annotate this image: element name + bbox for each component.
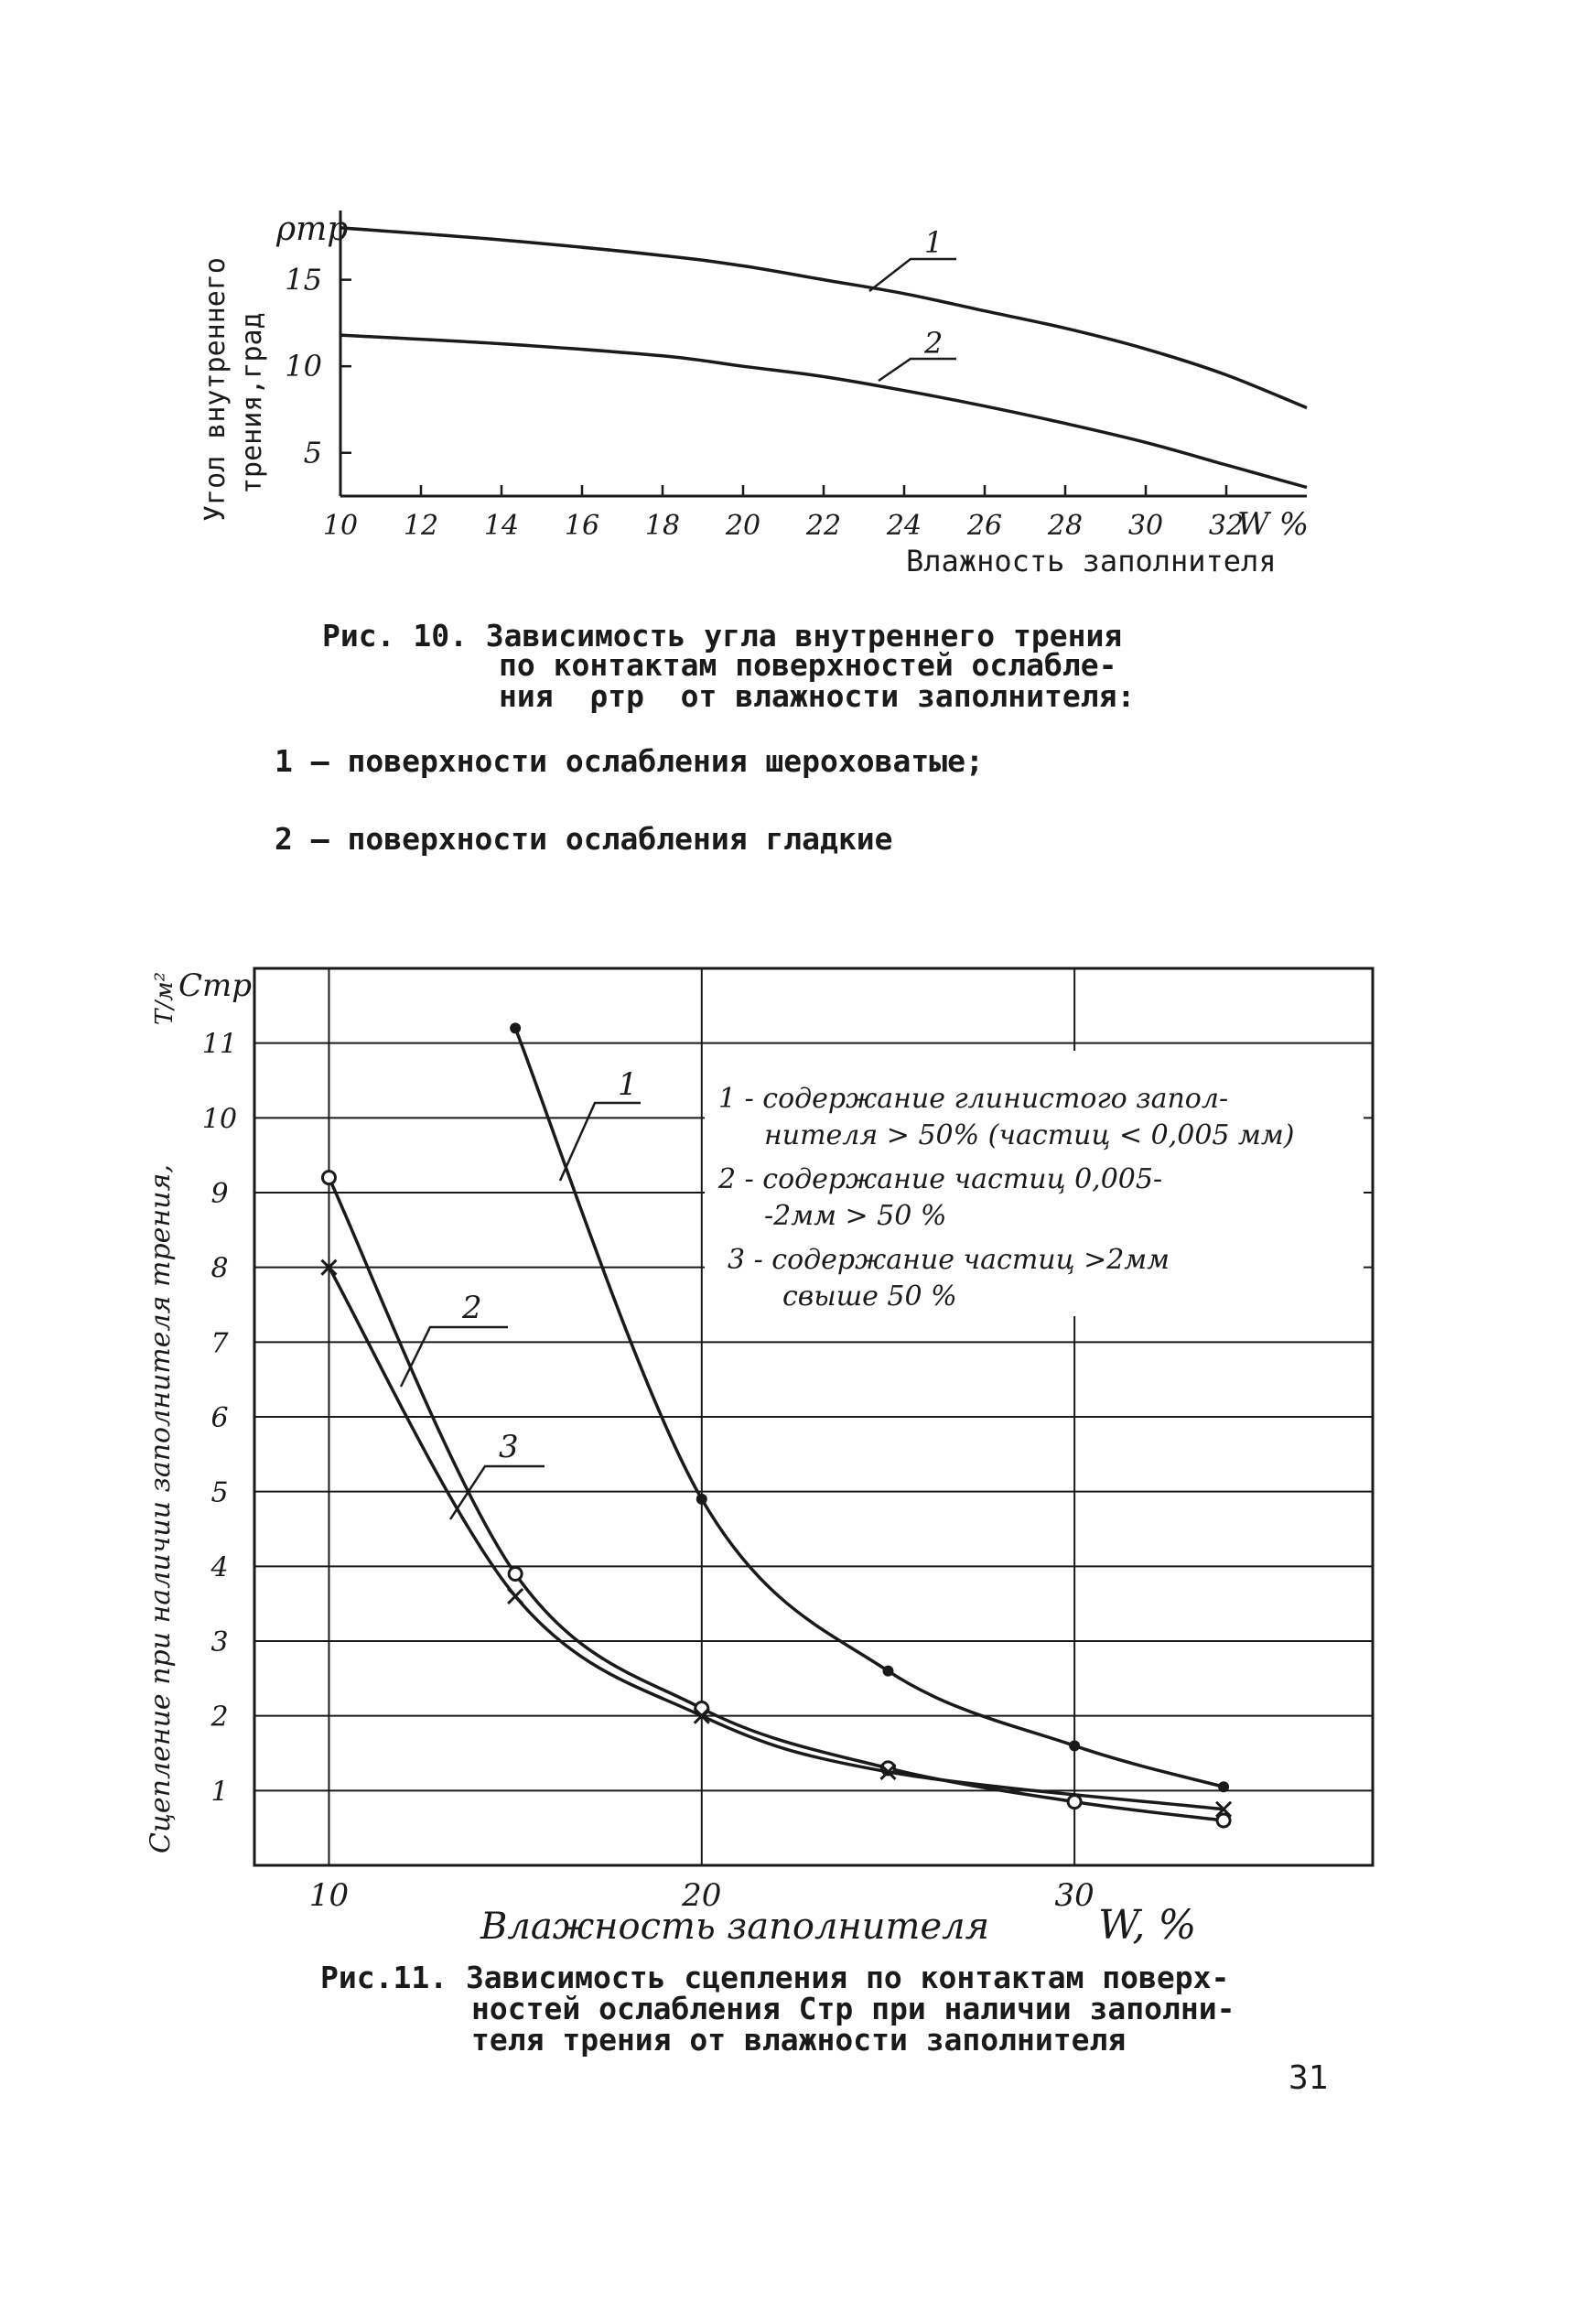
fig11-point-s1 (882, 1666, 893, 1677)
fig10-y-tick-label: 5 (303, 435, 322, 470)
figure-11 (145, 967, 1373, 2058)
fig11-caption-line3: теля трения от влажности заполнителя (471, 2022, 1127, 2058)
fig11-xlabel: Влажность заполнителя (480, 1906, 990, 1948)
fig10-series-line-1 (340, 228, 1307, 408)
fig11-legend-1b: нителя > 50% (частиц < 0,005 мм) (764, 1119, 1295, 1151)
fig11-point-s2 (509, 1568, 522, 1581)
fig11-caption-line1: Рис.11. Зависимость сцепления по контактам поверх- (320, 1960, 1230, 1995)
fig10-caption-line3: ния ρтр от влажности заполнителя: (499, 678, 1136, 714)
fig11-y-tick-label: 11 (201, 1028, 238, 1061)
fig11-series-label-3: 3 (499, 1429, 519, 1465)
fig10-caption-line1: Рис. 10. Зависимость угла внутреннего трения (322, 618, 1123, 654)
fig10-leader-1 (869, 259, 956, 291)
fig11-legend-1a: 1 - содержание глинистого запол- (718, 1083, 1229, 1115)
fig11-y-tick-label: 4 (210, 1551, 229, 1584)
figure-10 (200, 211, 1309, 857)
fig11-x-unit: W, % (1098, 1902, 1197, 1949)
fig10-x-ticks (323, 485, 1244, 542)
fig10-x-tick-label: 26 (966, 510, 1003, 542)
fig10-series-label-1: 1 (924, 225, 944, 260)
fig10-series-label-2: 2 (924, 326, 944, 361)
fig11-y-unit: T/м² (151, 971, 178, 1025)
fig11-y-tick-label: 3 (210, 1626, 229, 1658)
fig11-point-s2 (1068, 1796, 1081, 1809)
fig11-ylabel (145, 972, 178, 1853)
fig11-series-label-2: 2 (462, 1290, 482, 1326)
fig11-legend-2b: -2мм > 50 % (764, 1200, 947, 1232)
fig10-caption-line2: по контактам поверхностей ослабле- (499, 647, 1117, 683)
fig10-curve-labels (869, 259, 956, 381)
fig10-x-tick-label: 12 (403, 510, 439, 542)
fig11-y-tick-label: 9 (210, 1178, 229, 1210)
fig11-x-tick-label: 10 (308, 1877, 350, 1914)
fig10-x-tick-label: 20 (725, 510, 761, 542)
fig10-x-tick-label: 16 (564, 510, 600, 542)
fig11-point-s1 (1218, 1781, 1229, 1792)
fig11-point-s3 (508, 1589, 523, 1604)
fig11-leader-1 (560, 1103, 641, 1181)
fig11-ylabel-text: Сцепление при наличии заполнителя трения, (145, 1164, 177, 1853)
fig10-y-tick-label: 10 (285, 349, 322, 384)
fig11-y-tick-label: 5 (210, 1476, 229, 1509)
fig10-x-tick-label: 10 (322, 510, 359, 542)
fig11-leader-2 (401, 1327, 508, 1387)
fig11-x-tick-label: 20 (682, 1877, 722, 1914)
fig10-xlabel: Влажность заполнителя (906, 544, 1277, 578)
fig10-y-symbol: ρтр (276, 211, 349, 248)
fig10-x-tick-label: 24 (886, 510, 922, 542)
fig11-caption-line2: ностей ослабления Cтр при наличии заполни- (471, 1991, 1235, 2026)
fig10-x-tick-label: 32 (1208, 510, 1245, 542)
fig11-series-label-1: 1 (618, 1066, 638, 1103)
fig10-ylabel (200, 257, 268, 522)
fig11-legend-3a: 3 - содержание частиц >2мм (728, 1244, 1170, 1276)
fig10-x-tick-label: 18 (644, 510, 681, 542)
fig11-series-line-3 (329, 1268, 1224, 1809)
fig10-series-line-2 (340, 335, 1307, 487)
fig11-point-s1 (1069, 1740, 1080, 1751)
fig10-ylabel-line2: трения,град (236, 312, 268, 494)
fig10-x-tick-label: 22 (805, 510, 842, 542)
fig10-x-tick-label: 30 (1127, 510, 1164, 542)
fig11-y-tick-label: 2 (210, 1701, 229, 1734)
page-number: 31 (1289, 2059, 1329, 2097)
fig11-y-symbol: Cтр (178, 967, 253, 1004)
fig11-y-tick-label: 10 (201, 1103, 238, 1136)
fig10-ylabel-line1: Угол внутреннего (200, 257, 232, 522)
fig11-caption (320, 1960, 1235, 2058)
fig10-series (340, 228, 1307, 488)
fig10-caption (322, 618, 1135, 714)
fig10-leader-2 (879, 359, 956, 381)
fig10-legend-1: 1 – поверхности ослабления шероховатые; (275, 743, 984, 779)
fig10-y-tick-label: 15 (285, 262, 322, 297)
fig11-point-s2 (1217, 1814, 1230, 1827)
fig11-legend-3b: свыше 50 % (782, 1280, 957, 1313)
fig11-point-s1 (510, 1022, 521, 1033)
fig11-leader-3 (450, 1466, 545, 1519)
fig11-point-s1 (696, 1494, 707, 1505)
fig11-y-tick-label: 7 (210, 1327, 229, 1360)
fig10-x-tick-label: 28 (1047, 510, 1084, 542)
fig10-legend-2: 2 – поверхности ослабления гладкие (275, 821, 893, 857)
fig11-x-tick-label: 30 (1054, 1877, 1095, 1914)
fig10-legend (275, 743, 984, 857)
fig11-point-s2 (322, 1172, 335, 1184)
fig11-y-tick-label: 1 (210, 1776, 229, 1809)
fig11-y-tick-label: 8 (210, 1252, 229, 1285)
fig11-y-tick-label: 6 (210, 1402, 229, 1434)
fig11-curve-labels (401, 1103, 641, 1519)
fig11-legend-2a: 2 - содержание частиц 0,005- (718, 1163, 1163, 1195)
fig10-x-unit: W % (1237, 506, 1310, 543)
fig11-y-ticks (202, 1029, 237, 1809)
fig10-x-tick-label: 14 (483, 510, 520, 542)
